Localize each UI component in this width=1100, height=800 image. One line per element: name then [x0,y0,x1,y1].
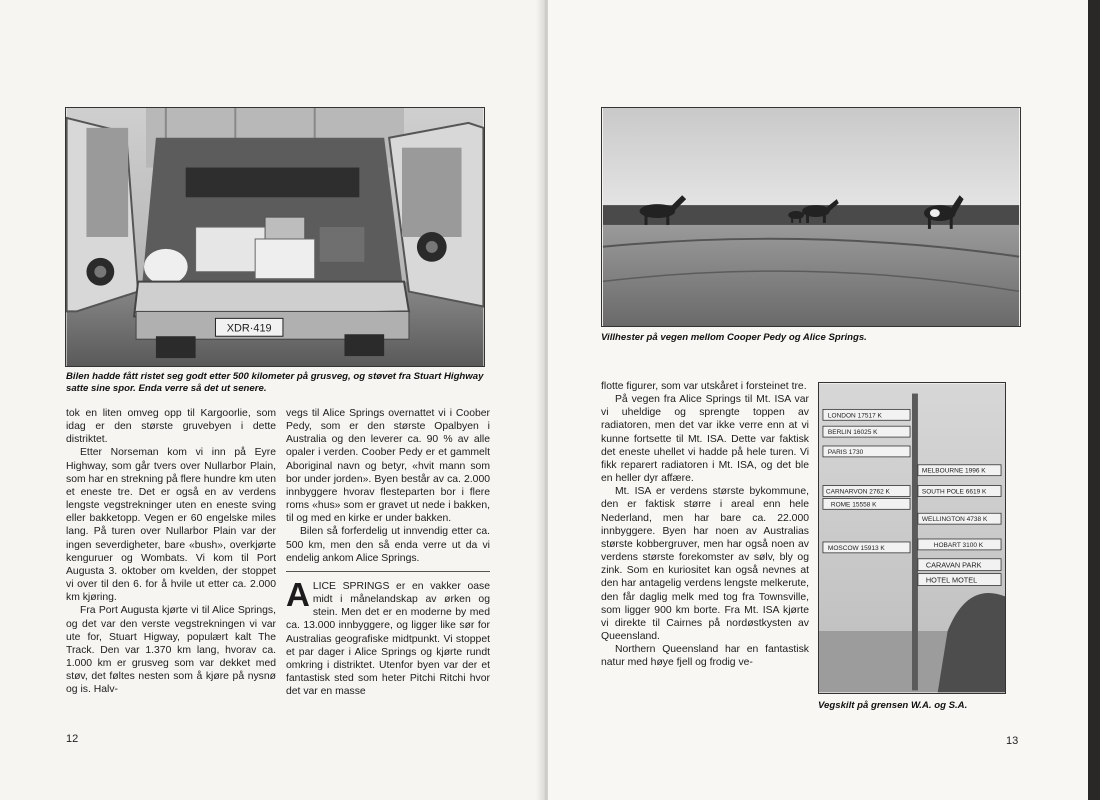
sign-rome: ROME 15558 K [830,501,877,509]
paragraph: Mt. ISA er verdens største bykommune, den er faktisk større i areal enn hele Nederland, men har bare ca. 22.000 innbyggere. Byen har noen av Australias største kobbergruver, men har også noen av verdens største forekomster av sølv, bly og zink. Som en kuriositet kan også nevnes at den har antagelig verdens lengste melkerute, den får daglig melk med tog fra Townsville, som ligger 900 km borte. Fra Mt. ISA kjørte vi direkte til Cairnes på nordøstkysten av Queensland. [601,486,809,642]
car-photo [65,107,485,367]
sign-london: LONDON 17517 K [827,412,882,420]
sign-berlin: BERLIN 16025 K [827,429,878,437]
left-column-1 [66,407,276,696]
sign-carnarvon: CARNARVON 2762 K [825,488,890,496]
drop-cap: A [286,575,310,613]
car-rear-image [66,108,484,366]
license-plate: XDR·419 [226,322,272,335]
sign-moscow: MOSCOW 15913 K [827,544,885,552]
paragraph: På vegen fra Alice Springs til Mt. ISA var vi uheldige og sprengte toppen av radiatoren, men det var ikke verre enn at vi kunne fortsette til Mt. ISA. Dette var faktisk det eneste uhellet vi hadde på hele turen. Vi fikk reparert radiatoren i Mt. ISA, og det ble en heller dyr affære. [601,394,809,485]
paragraph: Etter Norseman kom vi inn på Eyre Highway, som går tvers over Nullarbor Plain, som har en strekning på flere hundre km uten et eneste tre. Det er også en av verdens lengste vegstrekninger uten en eneste sving eller bakketopp. Vegen er 60 engelske miles lang. På turen over Nullarbor Plain var der ingen severdigheter, bare «bush», overkjørte kenguruer og Wombats. Vi kom til Port Augusta 3. oktober om kvelden, der stoppet vi over til den 6. for å hvile ut etter ca. 2.000 km kjøring. [66,447,276,604]
sign-hobart: HOBART 3100 K [933,541,984,549]
right-column-1 [601,380,809,669]
paragraph: Bilen så forferdelig ut innvendig etter ca. 500 km, men den så enda verre ut da vi endelig ankom Alice Springs. [286,526,490,564]
sign-paris: PARIS 1730 [827,448,864,456]
horses-image [602,108,1020,326]
book-edge [1088,0,1100,800]
car-photo-caption: Bilen hadde fått ristet seg godt etter 500 kilometer på grusveg, og støvet fra Stuart Highway satte sine spor. Enda verre så det ut senere. [66,371,484,394]
signpost-photo [818,382,1006,694]
sign-south-pole: SOUTH POLE 6619 K [921,488,987,496]
sign-caravan-park: CARAVAN PARK [925,560,982,570]
paragraph: tok en liten omveg opp til Kargoorlie, som idag er den største gruvebyen i dette distriktet. [66,408,276,446]
horses-photo-caption: Villhester på vegen mellom Cooper Pedy og Alice Springs. [601,332,867,343]
paragraph: Northern Queensland har en fantastisk natur med høye fjell og frodig ve- [601,644,809,669]
section-divider [286,571,490,572]
page-number-right: 13 [1006,735,1019,747]
sign-hotel-motel: HOTEL MOTEL [925,575,978,585]
page-number-left: 12 [66,733,79,745]
left-page [0,0,548,800]
paragraph: Fra Port Augusta kjørte vi til Alice Springs, og det var den verste vegstrekningen vi var ute for, Stuart Higway, populært kalt The Track. Den var 1.370 km lang, hvorav ca. 1.000 km er grusveg som var dekket med støv, det føltes nesten som å kjøre på nysnø og is. Halv- [66,605,276,696]
left-column-2 [286,407,490,698]
section-paragraph [286,575,490,698]
paragraph: vegs til Alice Springs overnattet vi i Coober Pedy, som er den største Opalbyen i Australia og den leverer ca. 90 % av alle opaler i verden. Coober Pedy er et gammelt Aboriginal navn og betyr, «hvit mann som bor under jorden». Byen består av ca. 2.000 innbyggere hvorav flesteparten bor i flere roms «hus» som er gravet ut nede i bakken, til og med en kirke er under bakken. [286,408,490,525]
right-page [548,0,1088,800]
sign-wellington: WELLINGTON 4738 K [921,516,988,524]
sign-melbourne: MELBOURNE 1996 K [921,467,986,475]
paragraph: flotte figurer, som var utskåret i forsteinet tre. [601,381,807,392]
wild-horses-photo [601,107,1021,327]
section-text: LICE SPRINGS er en vakker oase midt i månelandskap av ørken og stein. Men det er en moderne by med ca. 13.000 innbyggere, og ligger like sør for Australias geografiske midtpunkt. Vi stoppet et par dager i Alice Springs og kjørte rundt omkring i distriktet. Utenfor byen var der et fantastisk sted som heter Pitchi Ritchi hvor det var en masse [286,580,490,698]
signpost-photo-caption: Vegskilt på grensen W.A. og S.A. [818,700,968,711]
signpost-image [819,383,1005,693]
